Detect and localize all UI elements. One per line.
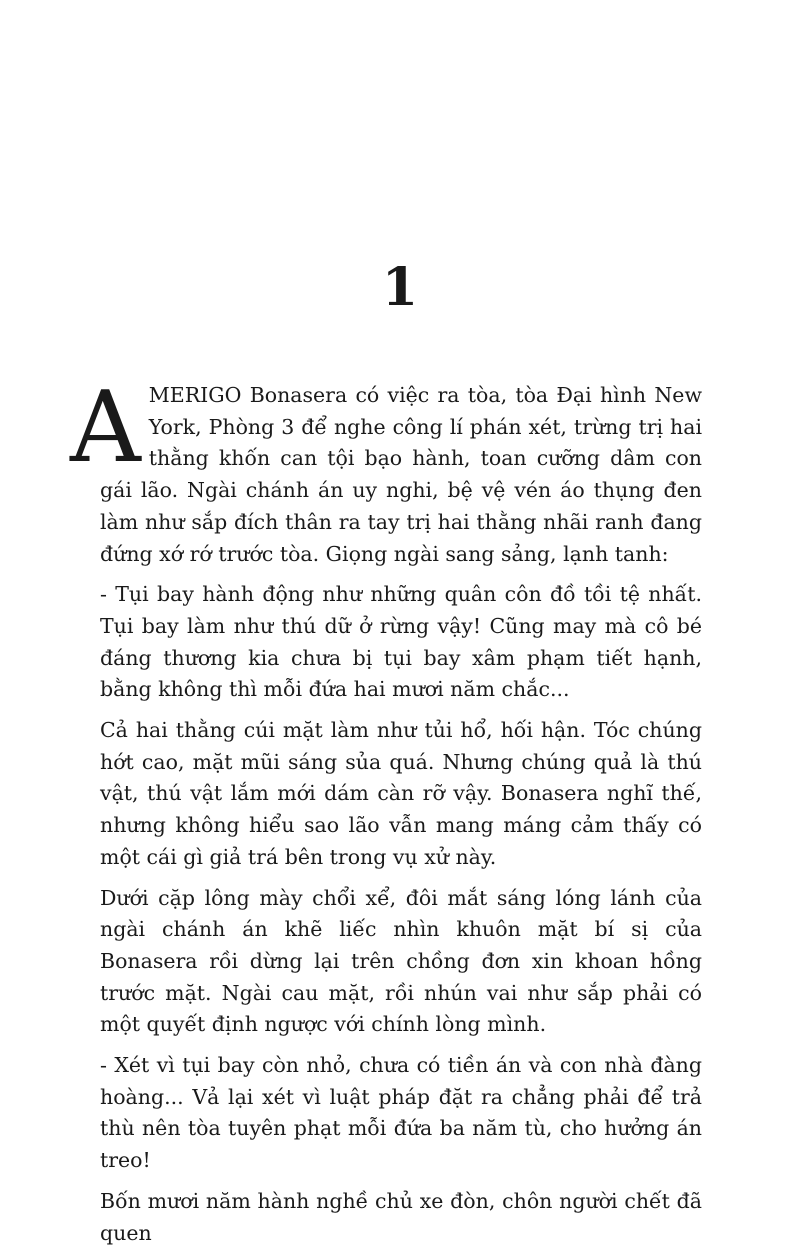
chapter-body [70, 371, 702, 1258]
paragraph-text: Cả hai thằng cúi mặt làm như tủi hổ, hối hận. Tóc chúng hớt cao, mặt mũi sáng sủa quá. Nhưng chúng quả là thú vật, thú vật lắm mới dám càn rỡ vậy. Bonasera nghĩ thế, nhưng không hiểu sao lão vẫn mang máng cảm thấy có một cái gì giả trá bên trong vụ xử này. [100, 718, 702, 869]
paragraph [100, 579, 702, 706]
paragraph-text: MERIGO Bonasera có việc ra tòa, tòa Đại hình New York, Phòng 3 để nghe công lí phán xét, trừng trị hai thằng khốn can tội bạo hành, toan cưỡng dâm con gái lão. Ngài chánh án uy nghi, bệ vệ vén áo thụng đen làm như sắp đích thân ra tay trị hai thằng nhãi ranh đang đứng xớ rớ trước tòa. Giọng ngài sang sảng, lạnh tanh: [100, 383, 702, 566]
paragraph [100, 1050, 702, 1177]
paragraph [100, 715, 702, 874]
paragraph-text: Dưới cặp lông mày chổi xể, đôi mắt sáng lóng lánh của ngài chánh án khẽ liếc nhìn khuôn mặt bí sị của Bonasera rồi dừng lại trên chồng đơn xin khoan hồng trước mặt. Ngài cau mặt, rồi nhún vai như sắp phải có một quyết định ngược với chính lòng mình. [100, 885, 702, 1037]
paragraph [100, 883, 702, 1042]
paragraph-text: - Tụi bay hành động như những quân côn đồ tồi tệ nhất. Tụi bay làm như thú dữ ở rừng vậy! Cũng may mà cô bé đáng thương kia chưa bị tụi bay xâm phạm tiết hạnh, bằng không thì mỗi đứa hai mươi năm chắc... [100, 582, 702, 702]
paragraph [100, 1186, 702, 1249]
chapter-number: 1 [381, 257, 419, 318]
paragraph [70, 371, 702, 570]
drop-cap: A [70, 371, 141, 485]
paragraph-text: - Xét vì tụi bay còn nhỏ, chưa có tiền án và con nhà đàng hoàng... Vả lại xét vì luật pháp đặt ra chẳng phải để trả thù nên tòa tuyên phạt mỗi đứa ba năm tù, cho hưởng án treo! [100, 1053, 702, 1173]
paragraph-text: Bốn mươi năm hành nghề chủ xe đòn, chôn người chết đã quen [100, 1188, 702, 1245]
